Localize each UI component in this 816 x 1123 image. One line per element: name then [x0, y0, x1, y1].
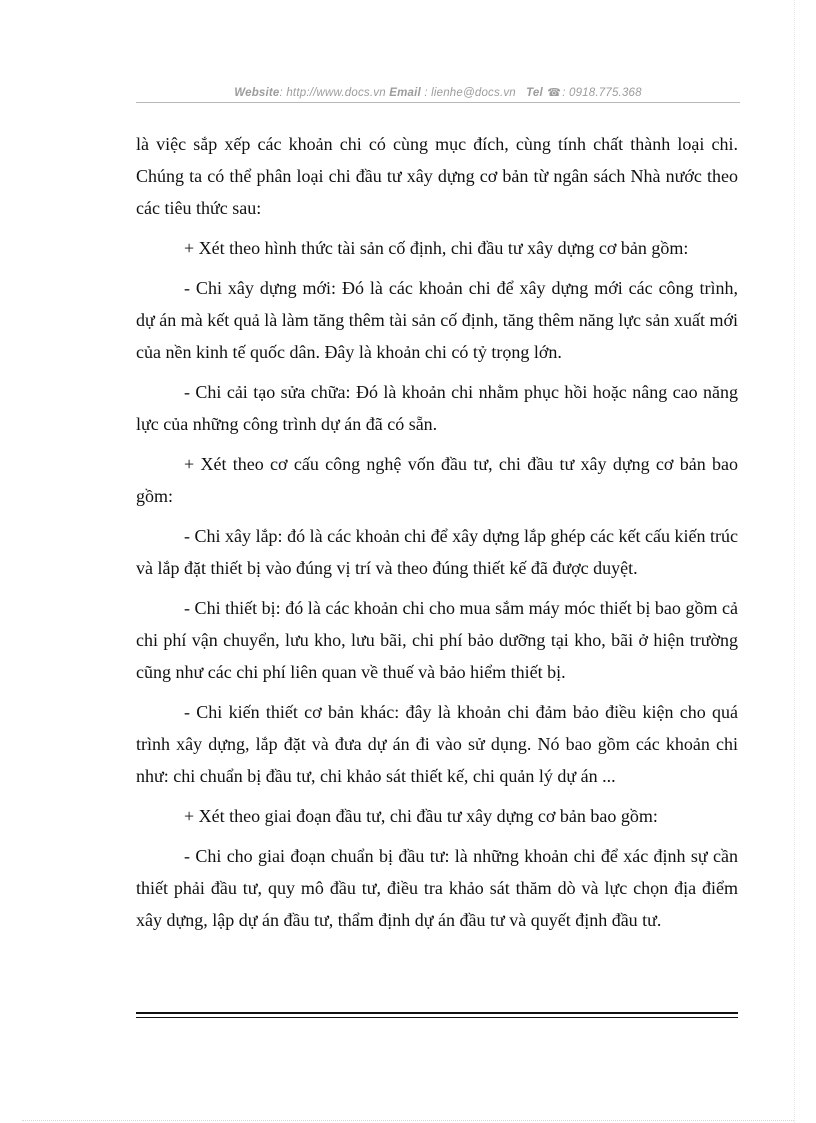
website-value: : http://www.docs.vn	[279, 87, 386, 99]
header-divider	[136, 102, 740, 103]
page-bottom-border	[22, 1120, 794, 1121]
tel-value: : 0918.775.368	[562, 87, 642, 99]
paragraph: + Xét theo hình thức tài sản cố định, chi đầu tư xây dựng cơ bản gồm:	[184, 238, 689, 258]
phone-icon: ☎	[547, 87, 562, 99]
page-header	[136, 86, 740, 99]
paragraph: - Chi kiến thiết cơ bản khác: đây là khoản chi đảm bảo điều kiện cho quá trình xây dựng, lắp đặt và đưa dự án đi vào sử dụng. Nó bao gồm các khoản chi như: chi chuẩn bị đầu tư, chi khảo sát thiết kế, chi quản lý dự án ...	[136, 702, 738, 786]
paragraph: + Xét theo cơ cấu công nghệ vốn đầu tư, chi đầu tư xây dựng cơ bản bao gồm:	[136, 454, 738, 506]
tel-label: Tel	[526, 87, 543, 99]
paragraph: - Chi xây dựng mới: Đó là các khoản chi để xây dựng mới các công trình, dự án mà kết quả là làm tăng thêm tài sản cố định, tăng thêm năng lực sản xuất mới của nền kinh tế quốc dân. Đây là khoản chi có tỷ trọng lớn.	[136, 278, 738, 362]
paragraph: - Chi thiết bị: đó là các khoản chi cho mua sắm máy móc thiết bị bao gồm cả chi phí vận chuyển, lưu kho, lưu bãi, chi phí bảo dưỡng tại kho, bãi ở hiện trường cũng như các chi phí liên quan về thuế và bảo hiểm thiết bị.	[136, 598, 738, 682]
paragraph: - Chi cải tạo sửa chữa: Đó là khoản chi nhằm phục hồi hoặc nâng cao năng lực của những công trình dự án đã có sẵn.	[136, 382, 738, 434]
website-label: Website	[234, 87, 280, 99]
footer-divider-secondary	[136, 1017, 738, 1018]
paragraph: + Xét theo giai đoạn đầu tư, chi đầu tư xây dựng cơ bản bao gồm:	[184, 806, 658, 826]
paragraph: - Chi cho giai đoạn chuẩn bị đầu tư: là những khoản chi để xác định sự cần thiết phải đầu tư, quy mô đầu tư, điều tra khảo sát thăm dò và lực chọn địa điểm xây dựng, lập dự án đầu tư, thẩm định dự án đầu tư và quyết định đầu tư.	[136, 846, 738, 930]
body-text	[136, 128, 738, 944]
footer-divider	[136, 1012, 738, 1014]
email-value: : lienhe@docs.vn	[424, 87, 516, 99]
page-right-border	[794, 0, 795, 1123]
paragraph: - Chi xây lắp: đó là các khoản chi để xây dựng lắp ghép các kết cấu kiến trúc và lắp đặt thiết bị vào đúng vị trí và theo đúng thiết kế đã được duyệt.	[136, 526, 738, 578]
paragraph: là việc sắp xếp các khoản chi có cùng mục đích, cùng tính chất thành loại chi. Chúng ta có thể phân loại chi đầu tư xây dựng cơ bản từ ngân sách Nhà nước theo các tiêu thức sau:	[136, 134, 738, 218]
email-label: Email	[389, 87, 421, 99]
